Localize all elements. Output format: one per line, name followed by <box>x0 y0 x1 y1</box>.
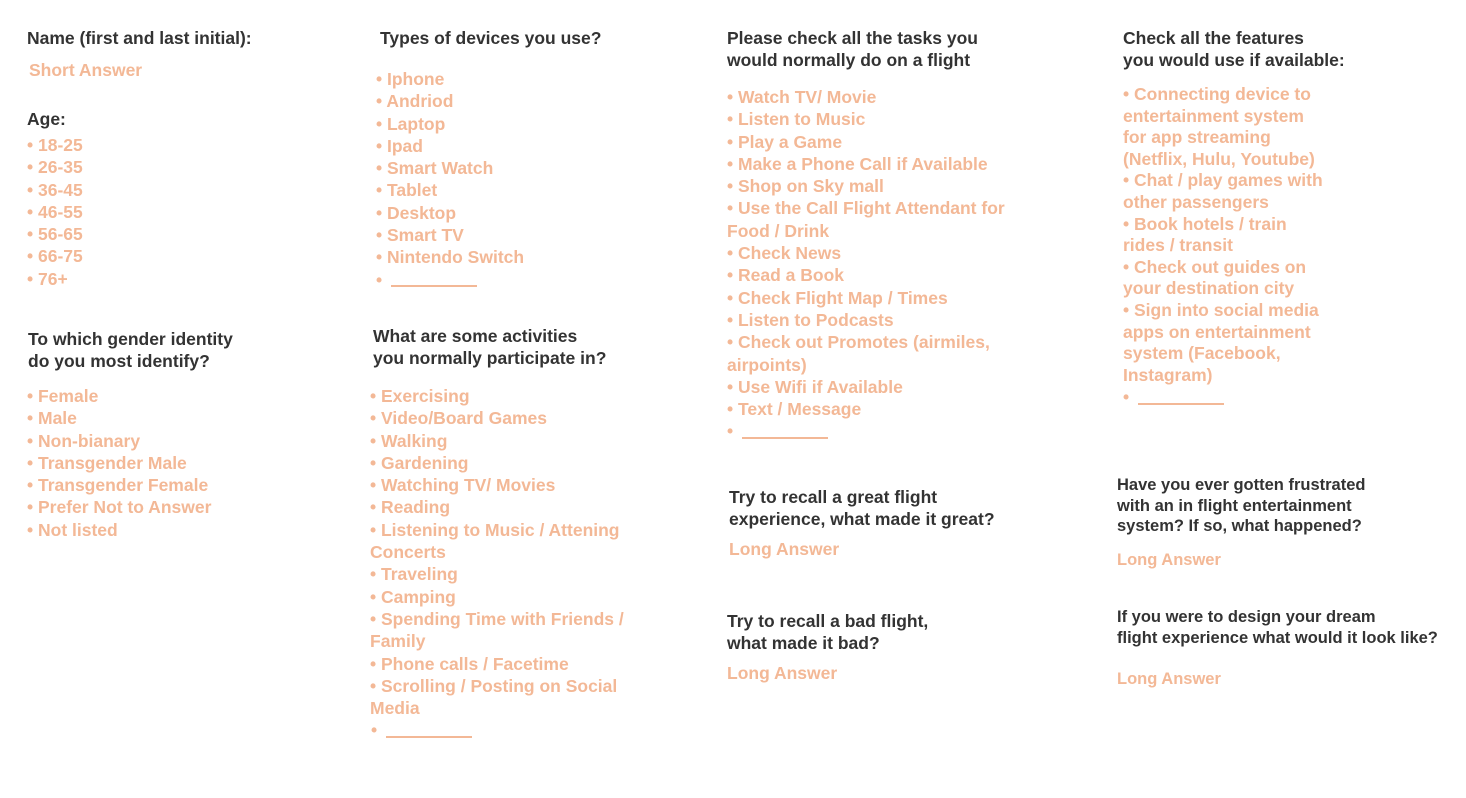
gender-option[interactable]: • Transgender Female <box>27 475 209 496</box>
activity-option[interactable]: • Camping <box>370 586 456 607</box>
activity-option[interactable]: • Video/Board Games <box>370 408 547 429</box>
age-option[interactable]: • 66-75 <box>27 246 83 267</box>
activity-option[interactable]: • Spending Time with Friends / Family <box>370 608 624 652</box>
device-option[interactable]: • Ipad <box>376 135 423 156</box>
device-option[interactable]: • Laptop <box>376 113 446 134</box>
task-option[interactable]: • Listen to Music <box>727 109 866 130</box>
name-question-title: Name (first and last initial): <box>27 28 252 48</box>
task-option[interactable]: • Check out Promotes (airmiles, airpoints) <box>727 332 990 375</box>
activity-option[interactable]: • Scrolling / Posting on Social Media <box>370 675 618 719</box>
activity-option[interactable]: • Traveling <box>370 564 458 585</box>
feature-option[interactable]: • Sign into social media apps on entertainment system (Facebook, Instagram) <box>1123 299 1319 385</box>
activities-options <box>370 385 624 742</box>
age-option[interactable]: • 46-55 <box>27 201 83 222</box>
frustrated-answer-field[interactable]: Long Answer <box>1117 551 1221 569</box>
age-options <box>27 134 83 290</box>
device-option[interactable]: • Nintendo Switch <box>376 247 525 268</box>
task-option[interactable]: • Shop on Sky mall <box>727 176 884 197</box>
age-option[interactable]: • 36-45 <box>27 179 83 200</box>
gender-options <box>27 385 211 541</box>
tasks-question-title: Please check all the tasks you would normally do on a flight <box>727 28 978 70</box>
dream-question-title: If you were to design your dream flight experience what would it look like? <box>1117 608 1438 647</box>
task-option[interactable]: • Make a Phone Call if Available <box>727 153 988 174</box>
task-option[interactable]: • Watch TV/ Movie <box>727 87 877 107</box>
activity-option[interactable]: • Gardening <box>370 452 469 473</box>
features-options <box>1123 84 1323 409</box>
gender-question-title: To which gender identity do you most identify? <box>28 329 233 371</box>
gender-option[interactable]: • Prefer Not to Answer <box>27 497 212 518</box>
activity-option[interactable]: • Reading <box>370 497 451 518</box>
gender-option[interactable]: • Male <box>27 408 77 429</box>
name-answer-field[interactable]: Short Answer <box>29 60 143 80</box>
task-option[interactable]: • Text / Message <box>727 399 862 420</box>
task-option[interactable]: • Use Wifi if Available <box>727 376 903 397</box>
age-option[interactable]: • 26-35 <box>27 157 83 178</box>
feature-option[interactable]: • Book hotels / train rides / transit <box>1123 213 1287 256</box>
feature-option[interactable]: • Check out guides on your destination city <box>1123 256 1307 299</box>
activity-other-option[interactable]: • <box>370 719 624 741</box>
activity-option[interactable]: • Listening to Music / Attening Concerts <box>370 519 620 563</box>
frustrated-question-title: Have you ever gotten frustrated with an in flight entertainment system? If so, what happened? <box>1117 476 1366 535</box>
great-flight-question-title: Try to recall a great flight experience, what made it great? <box>729 487 995 529</box>
device-option[interactable]: • Iphone <box>376 69 445 89</box>
tasks-options <box>727 86 1005 443</box>
gender-option[interactable]: • Non-bianary <box>27 430 141 451</box>
device-option[interactable]: • Smart TV <box>376 225 464 246</box>
task-option[interactable]: • Check Flight Map / Times <box>727 287 948 308</box>
age-option[interactable]: • 18-25 <box>27 135 83 155</box>
features-question-title: Check all the features you would use if available: <box>1123 28 1345 70</box>
activity-other-blank[interactable] <box>386 736 472 738</box>
task-other-option[interactable]: • <box>727 420 1005 442</box>
task-option[interactable]: • Read a Book <box>727 265 844 286</box>
task-option[interactable]: • Use the Call Flight Attendant for Food / Drink <box>727 198 1005 241</box>
feature-other-blank[interactable] <box>1138 403 1224 405</box>
activity-option[interactable]: • Exercising <box>370 386 470 406</box>
task-other-blank[interactable] <box>742 437 828 439</box>
activity-option[interactable]: • Watching TV/ Movies <box>370 475 556 496</box>
great-flight-answer-field[interactable]: Long Answer <box>729 539 840 559</box>
bad-flight-question-title: Try to recall a bad flight, what made it bad? <box>727 611 929 653</box>
devices-options <box>376 68 524 291</box>
devices-question-title: Types of devices you use? <box>380 28 602 48</box>
feature-other-option[interactable]: • <box>1123 386 1323 408</box>
task-option[interactable]: • Check News <box>727 243 842 264</box>
gender-option[interactable]: • Not listed <box>27 519 118 540</box>
gender-option[interactable]: • Transgender Male <box>27 452 187 473</box>
activity-option[interactable]: • Walking <box>370 430 448 451</box>
device-option[interactable]: • Tablet <box>376 180 438 201</box>
device-other-blank[interactable] <box>391 285 477 287</box>
age-option[interactable]: • 76+ <box>27 268 68 289</box>
device-option[interactable]: • Desktop <box>376 202 457 223</box>
task-option[interactable]: • Play a Game <box>727 131 843 152</box>
age-option[interactable]: • 56-65 <box>27 224 83 245</box>
feature-option[interactable]: • Connecting device to entertainment system for app streaming (Netflix, Hulu, Youtube) <box>1123 84 1315 169</box>
gender-option[interactable]: • Female <box>27 386 99 406</box>
activities-question-title: What are some activities you normally participate in? <box>373 326 607 368</box>
age-question-title: Age: <box>27 109 66 129</box>
feature-option[interactable]: • Chat / play games with other passengers <box>1123 170 1323 212</box>
device-option[interactable]: • Smart Watch <box>376 158 494 179</box>
task-option[interactable]: • Listen to Podcasts <box>727 309 894 330</box>
device-other-option[interactable]: • <box>376 269 524 291</box>
bad-flight-answer-field[interactable]: Long Answer <box>727 663 838 683</box>
activity-option[interactable]: • Phone calls / Facetime <box>370 653 569 674</box>
device-option[interactable]: • Andriod <box>376 91 454 112</box>
dream-answer-field[interactable]: Long Answer <box>1117 670 1221 688</box>
